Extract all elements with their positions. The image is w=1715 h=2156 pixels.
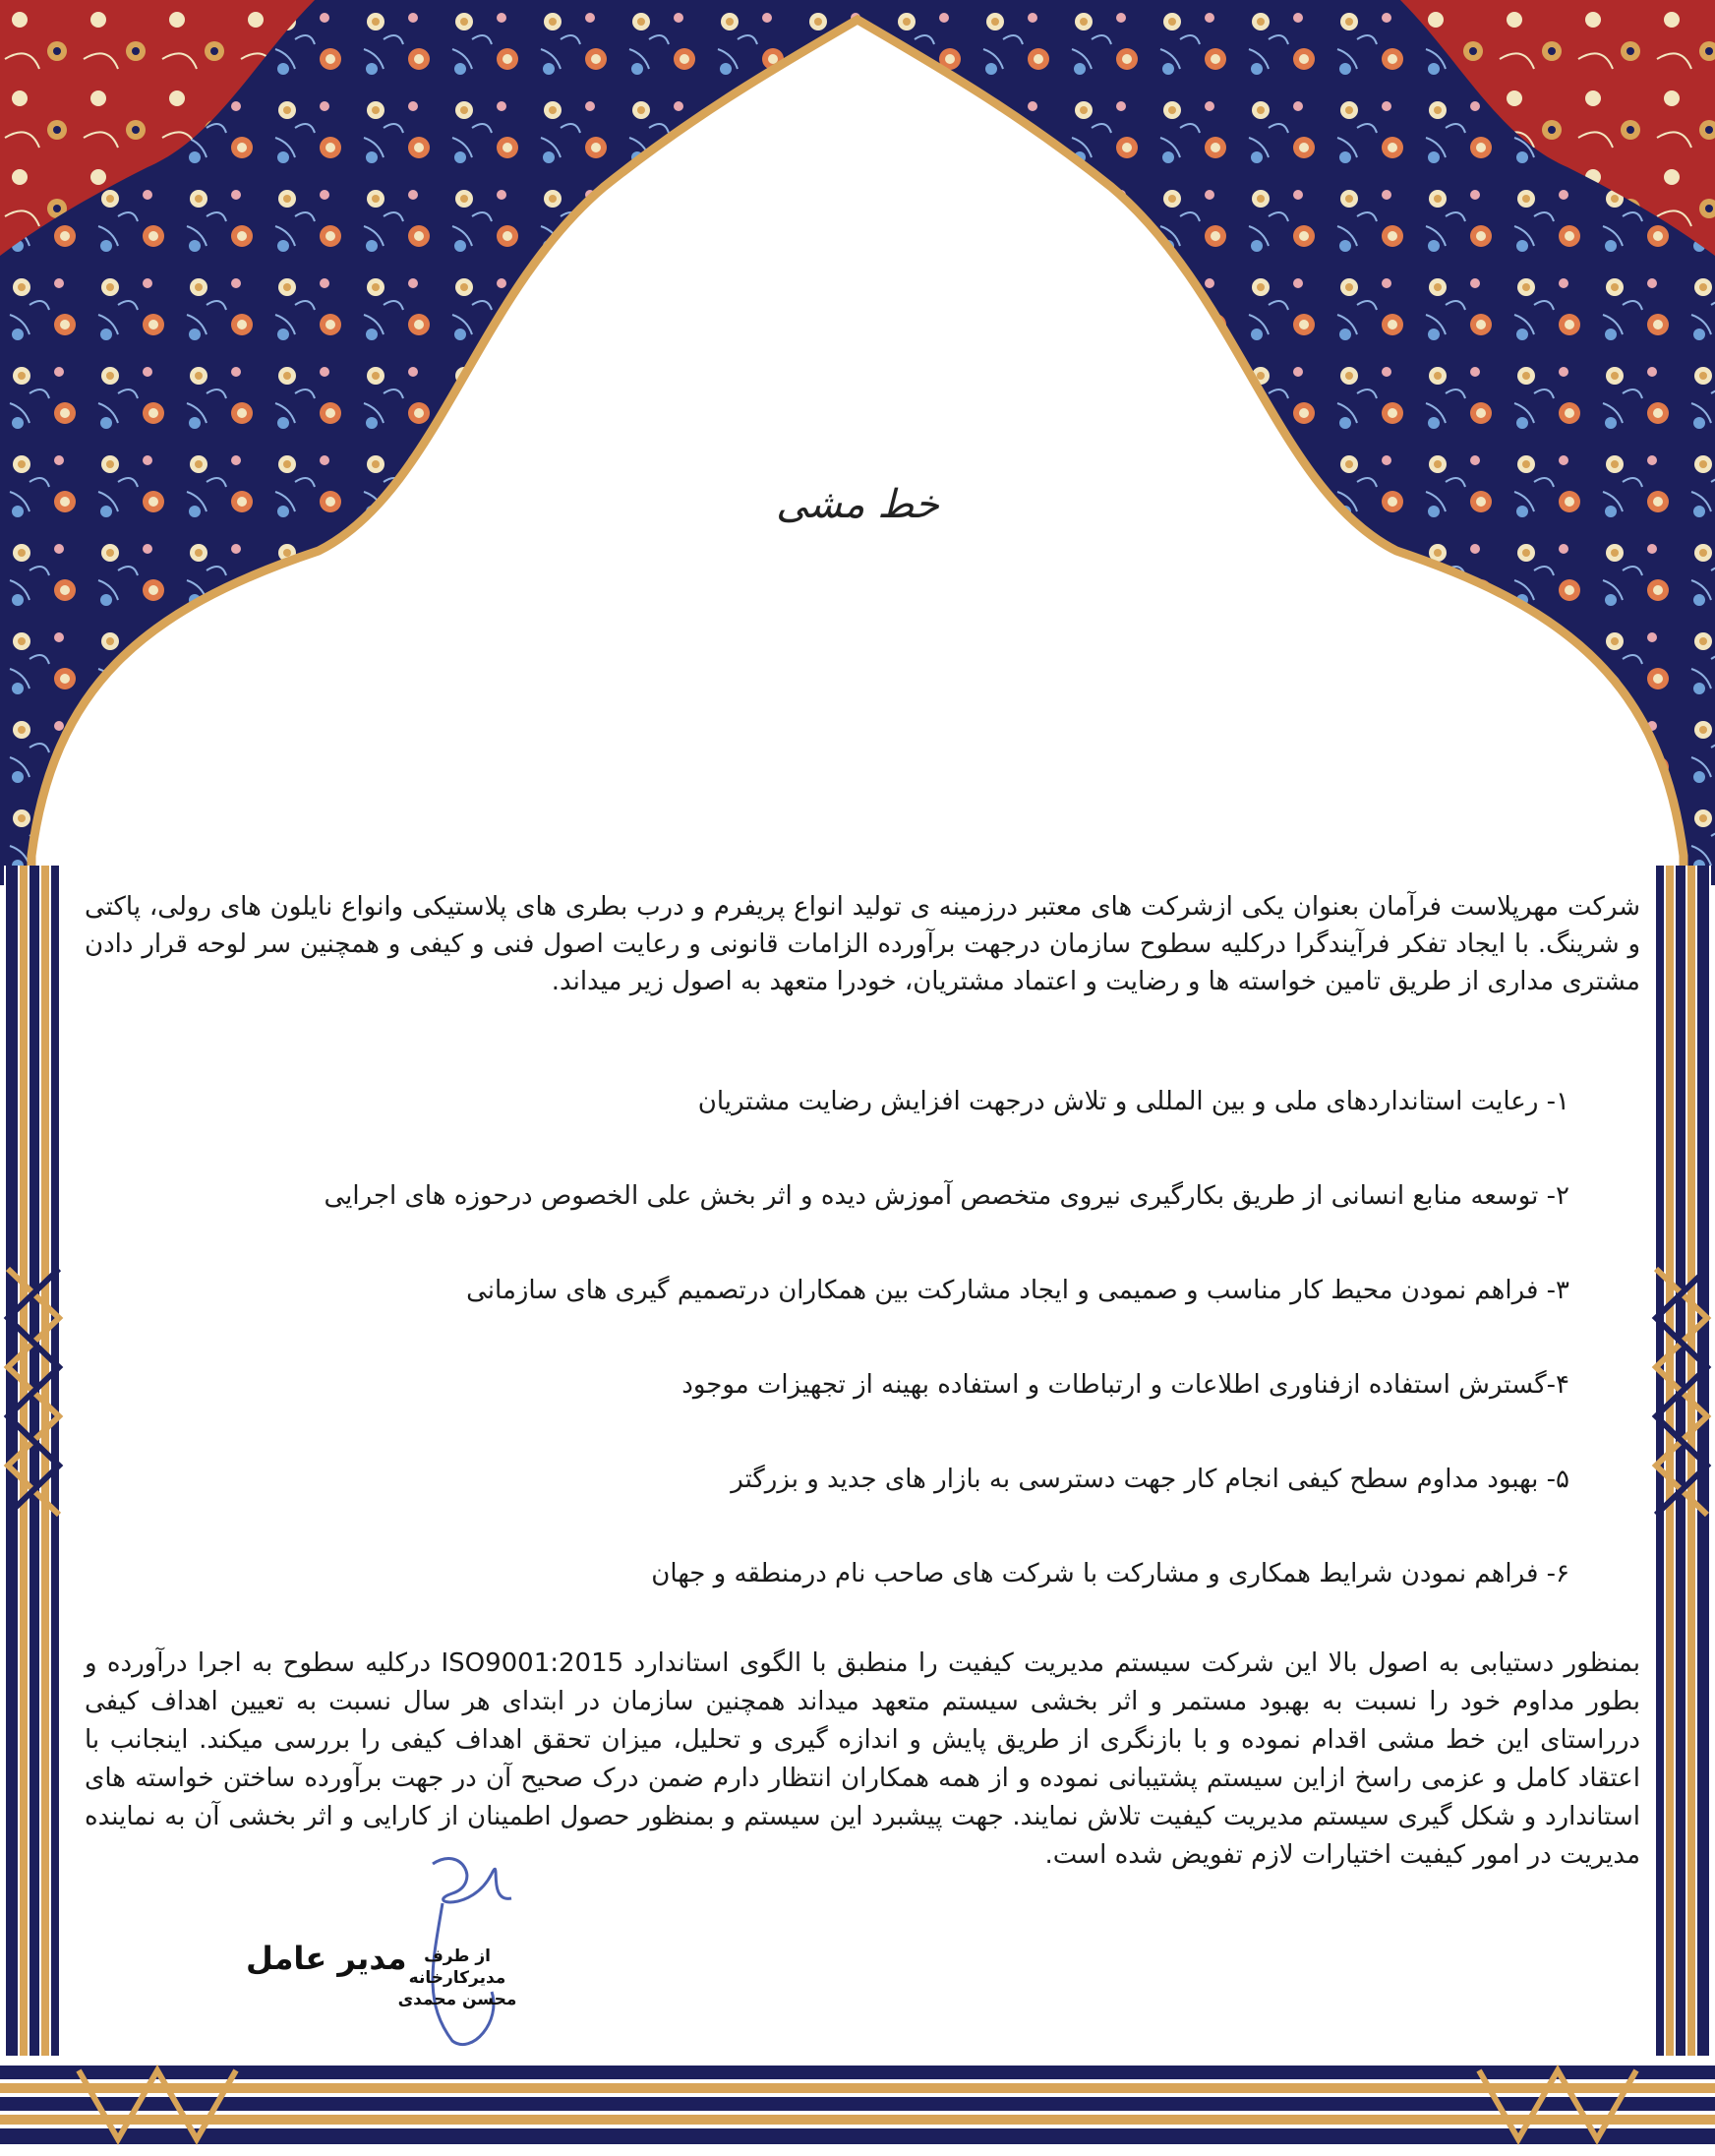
policy-item-6: ۶- فراهم نمودن شرایط همکاری و مشارکت با شرکت های صاحب نام درمنطقه و جهان [651, 1559, 1569, 1588]
signature-title: مدیر عامل [246, 1940, 407, 1977]
closing-paragraph: بمنظور دستیابی به اصول بالا این شرکت سیستم مدیریت کیفیت را منطبق با الگوی استاندارد ISO9001:2015 درکلیه سطوح به اجرا درآورده و بطور مداوم خود را نسبت به بهبود مستمر و اثر بخشی سیستم متعهد میداند همچنین سازمان در ابتدای هر سال نسبت به تعیین اهداف کیفی درراستای این خط مشی اقدام نموده و با بازنگری از طریق پایش و اندازه گیری و تحلیل، میزان تحقق اهداف کیفی را بررسی میکند. اینجانب با اعتقاد کامل و عزمی راسخ ازاین سیستم پشتیبانی نموده و از همه همکاران انتظار دارم ضمن درک صحیح آن در جهت برآورده ساختن خواسته های استاندارد و شکل گیری سیستم مدیریت کیفیت تلاش نمایند. جهت پیشبرد این سیستم و بمنظور حصول اطمینان از کارایی و اثر بخشی آن به نماینده مدیریت در امور کیفیت اختیارات لازم تفویض شده است. [85, 1648, 1640, 1870]
stamp-line-1: از طرف [424, 1946, 491, 1966]
stamp-line-2: مدیرکارخانه [408, 1968, 506, 1988]
intro-paragraph: شرکت مهرپلاست فرآمان بعنوان یکی ازشرکت های معتبر درزمینه ی تولید انواع پریفرم و درب بطری های پلاستیکی وانواع نایلون های رولی، پاکتی و شرینگ. با ایجاد تفکر فرآیندگرا درکلیه سطوح سازمان درجهت برآورده الزامات قانونی و رعایت اصول فنی و کیفی و همچنین سر لوحه قرار دادن مشتری مداری از طریق تامین خواسته ها و رضایت و اعتماد مشتریان، خودرا متعهد به اصول زیر میداند. [85, 892, 1640, 996]
policy-item-3: ۳- فراهم نمودن محیط کار مناسب و صمیمی و ایجاد مشارکت بین همکاران درتصمیم گیری های سازمانی [466, 1276, 1569, 1305]
page-title: خط مشی [776, 482, 939, 527]
policy-item-1: ۱- رعایت استانداردهای ملی و بین المللی و تلاش درجهت افزایش رضایت مشتریان [697, 1087, 1569, 1116]
policy-item-5: ۵- بهبود مداوم سطح کیفی انجام کار جهت دسترسی به بازار های جدید و بزرگتر [731, 1465, 1569, 1494]
signature-stamp [388, 1946, 526, 2010]
policy-item-4: ۴-گسترش استفاده ازفناوری اطلاعات و ارتباطات و استفاده بهینه از تجهیزات موجود [681, 1370, 1569, 1400]
policy-item-2: ۲- توسعه منابع انسانی از طریق بکارگیری نیروی متخصص آموزش دیده و اثر بخش علی الخصوص درحوزه های اجرایی [324, 1181, 1569, 1211]
stamp-line-3: محسن محمدی [397, 1990, 517, 2009]
